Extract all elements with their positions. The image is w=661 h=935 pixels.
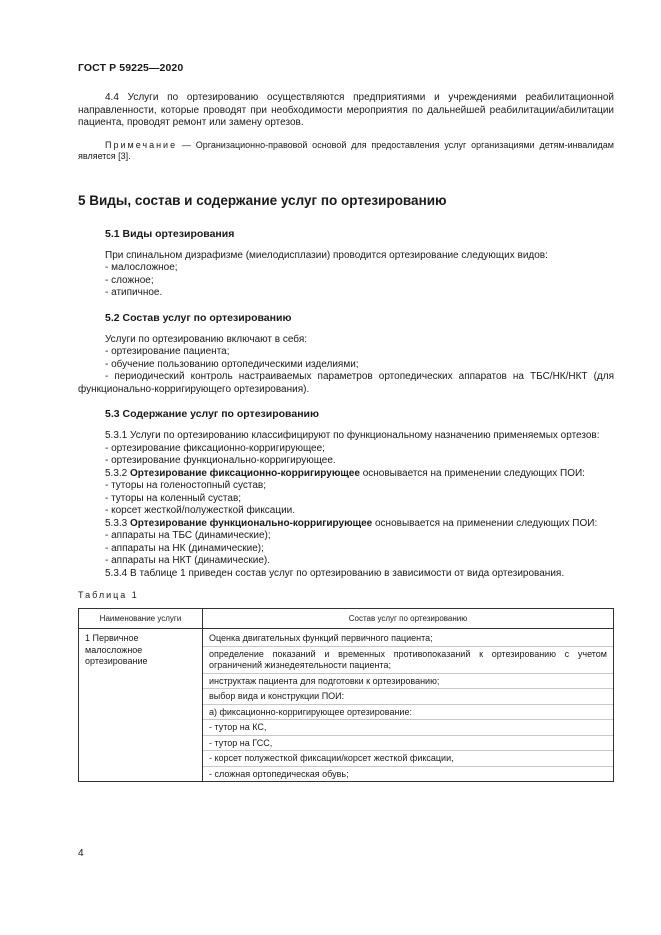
list-item: - периодический контроль настраиваемых параметров ортопедических аппаратов на ТБС/НК/НКТ (для функционально-корригирующего ортезирования).: [78, 371, 614, 395]
note-label: Примечание: [105, 139, 178, 150]
composition-line: - тутор на ГСС,: [203, 735, 613, 751]
list-item: - сложное;: [105, 274, 154, 286]
column-header-service-composition: Состав услуг по ортезированию: [203, 608, 614, 629]
service-composition-cell: [203, 629, 614, 782]
table-caption: Таблица 1: [78, 590, 139, 600]
page-content: [78, 92, 614, 782]
s52-lead: Услуги по ортезированию включают в себя:: [105, 333, 308, 345]
subsection-5-1-title: 5.1 Виды ортезирования: [105, 227, 235, 240]
list-item: - ортезирование пациента;: [105, 346, 230, 357]
clause-4-4: 4.4 Услуги по ортезированию осуществляются предприятиями и учреждениями реабилитационной направленности, которые проводят при необходимости мероприятия по дальнейшей реабилитации/абилитации пациента, проводят ремонт или замену ортезов.: [78, 92, 614, 128]
section-5-title: 5 Виды, состав и содержание услуг по ортезированию: [78, 192, 447, 208]
note: [78, 140, 614, 163]
standard-header: ГОСТ Р 59225—2020: [78, 62, 184, 74]
clause-text: основывается на применении следующих ПОИ:: [372, 517, 598, 529]
composition-line: выбор вида и конструкции ПОИ:: [203, 688, 613, 704]
table-row: [79, 629, 614, 782]
column-header-service-name: Наименование услуги: [79, 608, 203, 629]
list-item: - аппараты на НКТ (динамические).: [105, 555, 271, 566]
composition-line: инструктаж пациента для подготовки к ортезированию;: [203, 673, 613, 689]
service-name-cell: 1 Первичное малосложное ортезирование: [79, 629, 203, 782]
list-item: - обучение пользованию ортопедическими изделиями;: [105, 358, 359, 370]
composition-line: - сложная ортопедическая обувь;: [203, 766, 613, 782]
clause-number: 5.3.2: [105, 467, 131, 479]
clause-term: Ортезирование фиксационно-корригирующее: [130, 467, 360, 479]
clause-5-3-3: [78, 518, 614, 531]
subsection-5-2-title: 5.2 Состав услуг по ортезированию: [105, 311, 292, 324]
s51-lead: При спинальном дизрафизме (миелодисплазии) проводится ортезирование следующих видов:: [105, 249, 548, 261]
list-item: - корсет жесткой/полужесткой фиксации.: [105, 505, 296, 516]
clause-5-3-2: [78, 468, 614, 481]
page-number: 4: [78, 848, 84, 859]
composition-line: Оценка двигательных функций первичного пациента;: [209, 633, 433, 643]
composition-line: а) фиксационно-корригирующее ортезирование:: [203, 704, 613, 720]
note-text: — Организационно-правовой основой для предоставления услуг организациями детям-инвалидам является [3].: [78, 139, 614, 161]
table-header-row: [79, 608, 614, 629]
clause-5-3-4: 5.3.4 В таблице 1 приведен состав услуг по ортезированию в зависимости от вида ортезирования.: [105, 567, 565, 579]
clause-text: основывается на применении следующих ПОИ:: [359, 467, 585, 479]
list-item: - малосложное;: [105, 262, 178, 273]
list-item: - туторы на голеностопный сустав;: [105, 480, 266, 491]
clause-number: 5.3.3: [105, 517, 131, 529]
composition-line: - тутор на КС,: [203, 719, 613, 735]
list-item: - ортезирование функционально-корригирующее.: [105, 455, 336, 466]
list-item: - аппараты на НК (динамические);: [105, 542, 264, 554]
subsection-5-3-title: 5.3 Содержание услуг по ортезированию: [105, 408, 319, 420]
list-item: - ортезирование фиксационно-корригирующее;: [105, 442, 325, 454]
clause-5-3-1: 5.3.1 Услуги по ортезированию классифицируют по функциональному назначению применяемых ортезов:: [105, 430, 600, 441]
list-item: - атипичное.: [105, 287, 163, 298]
clause-term: Ортезирование функционально-корригирующее: [130, 517, 373, 529]
composition-line: - корсет полужесткой фиксации/корсет жесткой фиксации,: [203, 750, 613, 766]
list-item: - туторы на коленный сустав;: [105, 492, 242, 504]
list-item: - аппараты на ТБС (динамические);: [105, 530, 271, 541]
composition-line: определение показаний и временных противопоказаний к ортезированию с учетом ограничений жизнедеятельности пациента;: [203, 646, 613, 673]
services-table: [78, 608, 614, 783]
